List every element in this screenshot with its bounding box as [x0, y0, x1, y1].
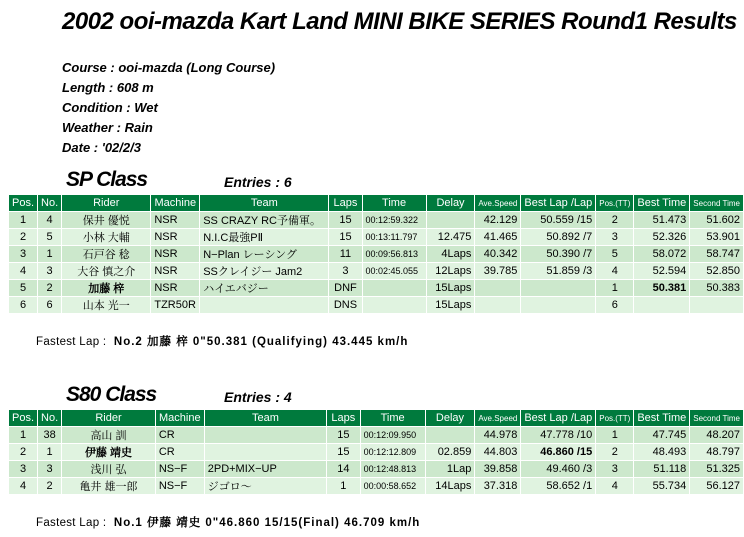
weather-info: Weather : Rain	[62, 120, 153, 135]
cell-laps: 15	[327, 444, 360, 460]
header-no: No.	[38, 410, 61, 426]
cell-no: 4	[38, 212, 61, 228]
cell-no: 1	[38, 444, 61, 460]
cell-laps: 15	[329, 229, 361, 245]
cell-second-time: 51.602	[690, 212, 743, 228]
cell-pos: 3	[9, 461, 37, 477]
cell-best-lap: 51.859 /3	[521, 263, 595, 279]
cell-pos-tt: 3	[596, 229, 633, 245]
cell-second-time: 50.383	[690, 280, 743, 296]
cell-best-time: 47.745	[634, 427, 689, 443]
cell-pos: 2	[9, 444, 37, 460]
cell-ave-speed	[475, 280, 520, 296]
cell-pos-tt: 2	[596, 212, 633, 228]
header-time: Time	[361, 410, 425, 426]
cell-time: 00:09:56.813	[363, 246, 426, 262]
header-no: No.	[38, 195, 61, 211]
cell-machine: CR	[156, 427, 204, 443]
cell-best-lap: 50.892 /7	[521, 229, 595, 245]
cell-second-time: 53.901	[690, 229, 743, 245]
cell-rider: 石戸谷 稔	[62, 246, 150, 262]
cell-machine: NSR	[151, 263, 199, 279]
cell-best-time: 48.493	[634, 444, 689, 460]
cell-rider: 加藤 梓	[62, 280, 150, 296]
cell-team	[205, 427, 326, 443]
header-best-time: Best Time	[634, 410, 689, 426]
cell-best-lap	[521, 297, 595, 313]
cell-pos-tt: 1	[596, 280, 633, 296]
sp-class-title: SP Class	[66, 168, 148, 191]
cell-no: 2	[38, 280, 61, 296]
cell-machine: CR	[156, 444, 204, 460]
cell-best-lap: 50.559 /15	[521, 212, 595, 228]
header-team: Team	[200, 195, 328, 211]
cell-best-time: 52.594	[634, 263, 689, 279]
cell-no: 38	[38, 427, 61, 443]
header-machine: Machine	[151, 195, 199, 211]
cell-delay: 02.859	[426, 444, 475, 460]
s80-class-title: S80 Class	[66, 383, 157, 406]
cell-no: 6	[38, 297, 61, 313]
header-laps: Laps	[329, 195, 361, 211]
cell-second-time: 56.127	[690, 478, 743, 494]
length-info: Length : 608 m	[62, 80, 154, 95]
cell-team	[200, 297, 328, 313]
cell-delay: 1Lap	[426, 461, 475, 477]
cell-delay: 12.475	[427, 229, 475, 245]
s80-fastest-label: Fastest Lap :	[36, 517, 107, 529]
header-delay: Delay	[427, 195, 475, 211]
s80-fastest-lap	[36, 514, 420, 530]
cell-pos-tt: 3	[596, 461, 633, 477]
cell-time: 00:00:58.652	[361, 478, 425, 494]
cell-ave-speed: 41.465	[475, 229, 520, 245]
cell-team: N−Plan レーシング	[200, 246, 328, 262]
header-team: Team	[205, 410, 326, 426]
cell-pos: 1	[9, 212, 37, 228]
s80-results-table	[8, 409, 744, 495]
header-rider: Rider	[62, 195, 150, 211]
cell-delay	[426, 427, 475, 443]
cell-laps: 3	[329, 263, 361, 279]
cell-ave-speed: 40.342	[475, 246, 520, 262]
cell-pos-tt: 5	[596, 246, 633, 262]
cell-ave-speed: 39.785	[475, 263, 520, 279]
cell-pos: 5	[9, 280, 37, 296]
s80-fastest-value: No.1 伊藤 靖史 0"46.860 15/15(Final) 46.709 km/h	[113, 517, 421, 529]
cell-rider: 大谷 慎之介	[62, 263, 150, 279]
header-time: Time	[363, 195, 426, 211]
cell-time: 00:02:45.055	[363, 263, 426, 279]
cell-second-time: 48.207	[690, 427, 743, 443]
cell-second-time: 48.797	[690, 444, 743, 460]
cell-team: SS CRAZY RC予備軍。	[200, 212, 328, 228]
cell-pos-tt: 1	[596, 427, 633, 443]
cell-no: 1	[38, 246, 61, 262]
cell-best-time: 50.381	[634, 280, 689, 296]
cell-pos: 4	[9, 263, 37, 279]
header-best-lap: Best Lap /Lap	[521, 195, 595, 211]
cell-time: 00:12:09.950	[361, 427, 425, 443]
cell-best-lap: 46.860 /15	[521, 444, 595, 460]
cell-ave-speed: 44.978	[475, 427, 520, 443]
cell-delay: 14Laps	[426, 478, 475, 494]
cell-best-lap	[521, 280, 595, 296]
table-row	[9, 280, 743, 296]
table-row	[9, 229, 743, 245]
cell-no: 3	[38, 263, 61, 279]
cell-ave-speed	[475, 297, 520, 313]
sp-fastest-lap	[36, 333, 408, 349]
header-best-time: Best Time	[634, 195, 689, 211]
cell-rider: 伊藤 靖史	[62, 444, 155, 460]
header-delay: Delay	[426, 410, 475, 426]
table-row	[9, 297, 743, 313]
table-row	[9, 427, 743, 443]
cell-ave-speed: 39.858	[475, 461, 520, 477]
cell-ave-speed: 42.129	[475, 212, 520, 228]
cell-second-time	[690, 297, 743, 313]
cell-team: ハイエバジー	[200, 280, 328, 296]
cell-second-time: 51.325	[690, 461, 743, 477]
cell-team: ジゴロ〜	[205, 478, 326, 494]
s80-entries: Entries : 4	[224, 389, 292, 405]
cell-pos: 3	[9, 246, 37, 262]
cell-second-time: 52.850	[690, 263, 743, 279]
cell-best-time: 58.072	[634, 246, 689, 262]
header-pos-tt: Pos.(TT)	[596, 410, 633, 426]
cell-no: 5	[38, 229, 61, 245]
cell-rider: 小林 大輔	[62, 229, 150, 245]
cell-machine: NS−F	[156, 478, 204, 494]
header-pos-tt: Pos.(TT)	[596, 195, 633, 211]
cell-second-time: 58.747	[690, 246, 743, 262]
header-ave-speed: Ave.Speed	[475, 410, 520, 426]
cell-machine: TZR50R	[151, 297, 199, 313]
table-row	[9, 461, 743, 477]
cell-best-lap: 47.778 /10	[521, 427, 595, 443]
cell-pos: 1	[9, 427, 37, 443]
cell-machine: NSR	[151, 246, 199, 262]
cell-pos: 6	[9, 297, 37, 313]
cell-machine: NSR	[151, 229, 199, 245]
header-machine: Machine	[156, 410, 204, 426]
cell-team: SSクレイジー Jam2	[200, 263, 328, 279]
date-info: Date : '02/2/3	[62, 140, 141, 155]
cell-rider: 保井 優悦	[62, 212, 150, 228]
header-ave-speed: Ave.Speed	[475, 195, 520, 211]
table-row	[9, 444, 743, 460]
cell-pos: 2	[9, 229, 37, 245]
cell-time: 00:12:12.809	[361, 444, 425, 460]
header-laps: Laps	[327, 410, 360, 426]
table-row	[9, 263, 743, 279]
cell-team: N.I.C最強PⅡ	[200, 229, 328, 245]
cell-delay: 4Laps	[427, 246, 475, 262]
cell-pos-tt: 6	[596, 297, 633, 313]
sp-results-table	[8, 194, 744, 314]
condition-info: Condition : Wet	[62, 100, 158, 115]
course-info: Course : ooi-mazda (Long Course)	[62, 60, 276, 75]
cell-best-time	[634, 297, 689, 313]
cell-team	[205, 444, 326, 460]
cell-rider: 高山 訓	[62, 427, 155, 443]
cell-machine: NSR	[151, 212, 199, 228]
cell-best-lap: 50.390 /7	[521, 246, 595, 262]
header-rider: Rider	[62, 410, 155, 426]
header-best-lap: Best Lap /Lap	[521, 410, 595, 426]
header-pos: Pos.	[9, 410, 37, 426]
cell-delay: 15Laps	[427, 280, 475, 296]
sp-fastest-value: No.2 加藤 梓 0"50.381 (Qualifying) 43.445 km/h	[113, 336, 409, 348]
cell-team: 2PD+MIX−UP	[205, 461, 326, 477]
cell-delay: 15Laps	[427, 297, 475, 313]
cell-pos: 4	[9, 478, 37, 494]
cell-time	[363, 280, 426, 296]
header-row	[9, 410, 743, 426]
cell-best-time: 51.473	[634, 212, 689, 228]
cell-pos-tt: 4	[596, 263, 633, 279]
table-row	[9, 478, 743, 494]
header-second-time: Second Time	[690, 195, 743, 211]
cell-time: 00:12:48.813	[361, 461, 425, 477]
cell-time	[363, 297, 426, 313]
cell-best-time: 52.326	[634, 229, 689, 245]
cell-laps: DNS	[329, 297, 361, 313]
cell-rider: 亀井 雄一郎	[62, 478, 155, 494]
cell-pos-tt: 4	[596, 478, 633, 494]
cell-ave-speed: 44.803	[475, 444, 520, 460]
table-row	[9, 212, 743, 228]
cell-laps: 1	[327, 478, 360, 494]
cell-laps: 15	[327, 427, 360, 443]
cell-laps: 11	[329, 246, 361, 262]
cell-pos-tt: 2	[596, 444, 633, 460]
cell-laps: 14	[327, 461, 360, 477]
header-pos: Pos.	[9, 195, 37, 211]
cell-time: 00:12:59.322	[363, 212, 426, 228]
cell-laps: DNF	[329, 280, 361, 296]
header-row	[9, 195, 743, 211]
race-info	[62, 58, 275, 158]
cell-rider: 山本 光一	[62, 297, 150, 313]
cell-best-time: 55.734	[634, 478, 689, 494]
sp-entries: Entries : 6	[224, 174, 292, 190]
cell-no: 3	[38, 461, 61, 477]
cell-best-lap: 58.652 /1	[521, 478, 595, 494]
cell-machine: NS−F	[156, 461, 204, 477]
cell-no: 2	[38, 478, 61, 494]
header-second-time: Second Time	[690, 410, 743, 426]
cell-laps: 15	[329, 212, 361, 228]
cell-time: 00:13:11.797	[363, 229, 426, 245]
cell-best-time: 51.118	[634, 461, 689, 477]
sp-fastest-label: Fastest Lap :	[36, 336, 107, 348]
cell-best-lap: 49.460 /3	[521, 461, 595, 477]
cell-machine: NSR	[151, 280, 199, 296]
page-title: 2002 ooi-mazda Kart Land MINI BIKE SERIES Round1 Results	[62, 8, 737, 35]
cell-rider: 浅川 弘	[62, 461, 155, 477]
cell-delay	[427, 212, 475, 228]
cell-delay: 12Laps	[427, 263, 475, 279]
table-row	[9, 246, 743, 262]
cell-ave-speed: 37.318	[475, 478, 520, 494]
